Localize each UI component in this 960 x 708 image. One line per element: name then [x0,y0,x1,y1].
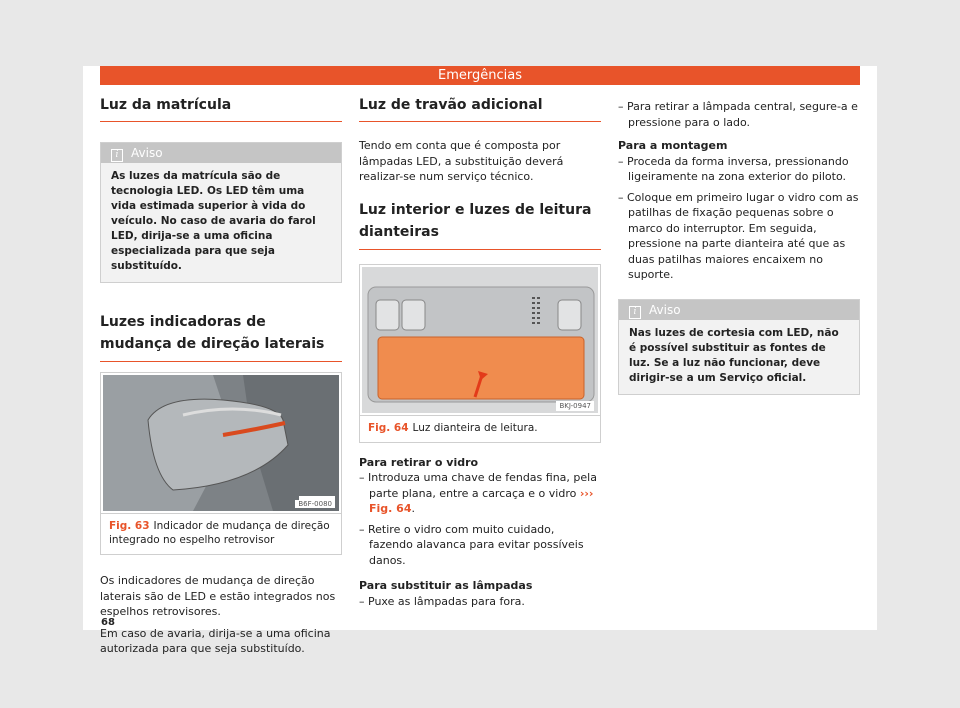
column-3 [618,99,860,405]
info-icon: i [111,149,123,162]
section-title-turn-signals: Luzes indicadoras de mudança de direção laterais [100,311,342,362]
chapter-header: Emergências [100,66,860,85]
notice-label: Aviso [131,146,163,160]
figure-code: BKJ-0947 [556,402,594,410]
info-icon: i [629,306,641,319]
notice-text: Nas luzes de cortesia com LED, não é possível substituir as fontes de luz. Se a luz não funcionar, deve dirigir-se a um Serviço oficial. [629,326,839,384]
list-item: – Coloque em primeiro lugar o vidro com as patilhas de fixação pequenas sobre o marco do interruptor. Em seguida, pressione na parte dianteira até que as duas patilhas maiores encaixem no suporte. [618,190,860,283]
list-item: – Proceda da forma inversa, pressionando ligeiramente na zona exterior do piloto. [618,154,860,185]
notice-header [619,300,859,320]
mirror-photo [103,375,339,511]
subheading: Para a montagem [618,139,728,152]
notice-box [618,299,860,395]
reading-light-illustration [362,267,598,413]
figure-code: B6F-0080 [295,500,335,508]
subheading: Para retirar o vidro [359,455,479,469]
paragraph: Os indicadores de mudança de direção laterais são de LED e estão integrados nos espelhos retrovisores. [100,574,336,618]
section-title-interior-lights: Luz interior e luzes de leitura dianteiras [359,199,601,250]
section-title-plate-light: Luz da matrícula [100,96,342,122]
figure-label: Fig. 63 [109,520,150,532]
paragraph: Em caso de avaria, dirija-se a uma oficina autorizada para que seja substituído. [100,626,331,655]
mirror-illustration [103,375,339,511]
section-title-brake-light: Luz de travão adicional [359,96,601,122]
reading-light-photo [362,267,598,413]
figure-caption [101,513,341,554]
notice-header [101,143,341,163]
item-text: Introduza uma chave de fendas fina, pela parte plana, entre a carcaça e o vidro [368,471,597,500]
notice-label: Aviso [649,302,681,317]
caption-text: Indicador de mudança de direção integrado no espelho retrovisor [109,520,330,546]
figure-label: Fig. 64 [368,421,409,434]
figure-63 [100,372,342,555]
item-text-end: . [411,502,415,515]
caption-text: Luz dianteira de leitura. [412,421,538,434]
notice-text: As luzes da matrícula são de tecnologia LED. Os LED têm uma vida estimada superior à vida do veículo. No caso de avaria do farol LED, dirija-se a uma oficina especializada para que seja substituído. [111,170,316,272]
paragraph: Tendo em conta que é composta por lâmpadas LED, a substituição deverá realizar-se num serviço técnico. [359,139,564,183]
list-item: – Puxe as lâmpadas para fora. [359,594,601,610]
subheading: Para substituir as lâmpadas [359,579,533,592]
figure-reference-link[interactable]: ››› Fig. 64 [369,486,594,515]
notice-box [100,142,342,283]
list-item: – Para retirar a lâmpada central, segure-a e pressione para o lado. [618,99,860,130]
page-number: 68 [101,617,115,628]
list-item [359,470,601,517]
list-item: – Retire o vidro com muito cuidado, fazendo alavanca para evitar possíveis danos. [359,522,601,569]
column-1 [100,96,342,657]
column-2 [359,96,601,609]
figure-64 [359,264,601,443]
figure-caption [360,415,600,442]
